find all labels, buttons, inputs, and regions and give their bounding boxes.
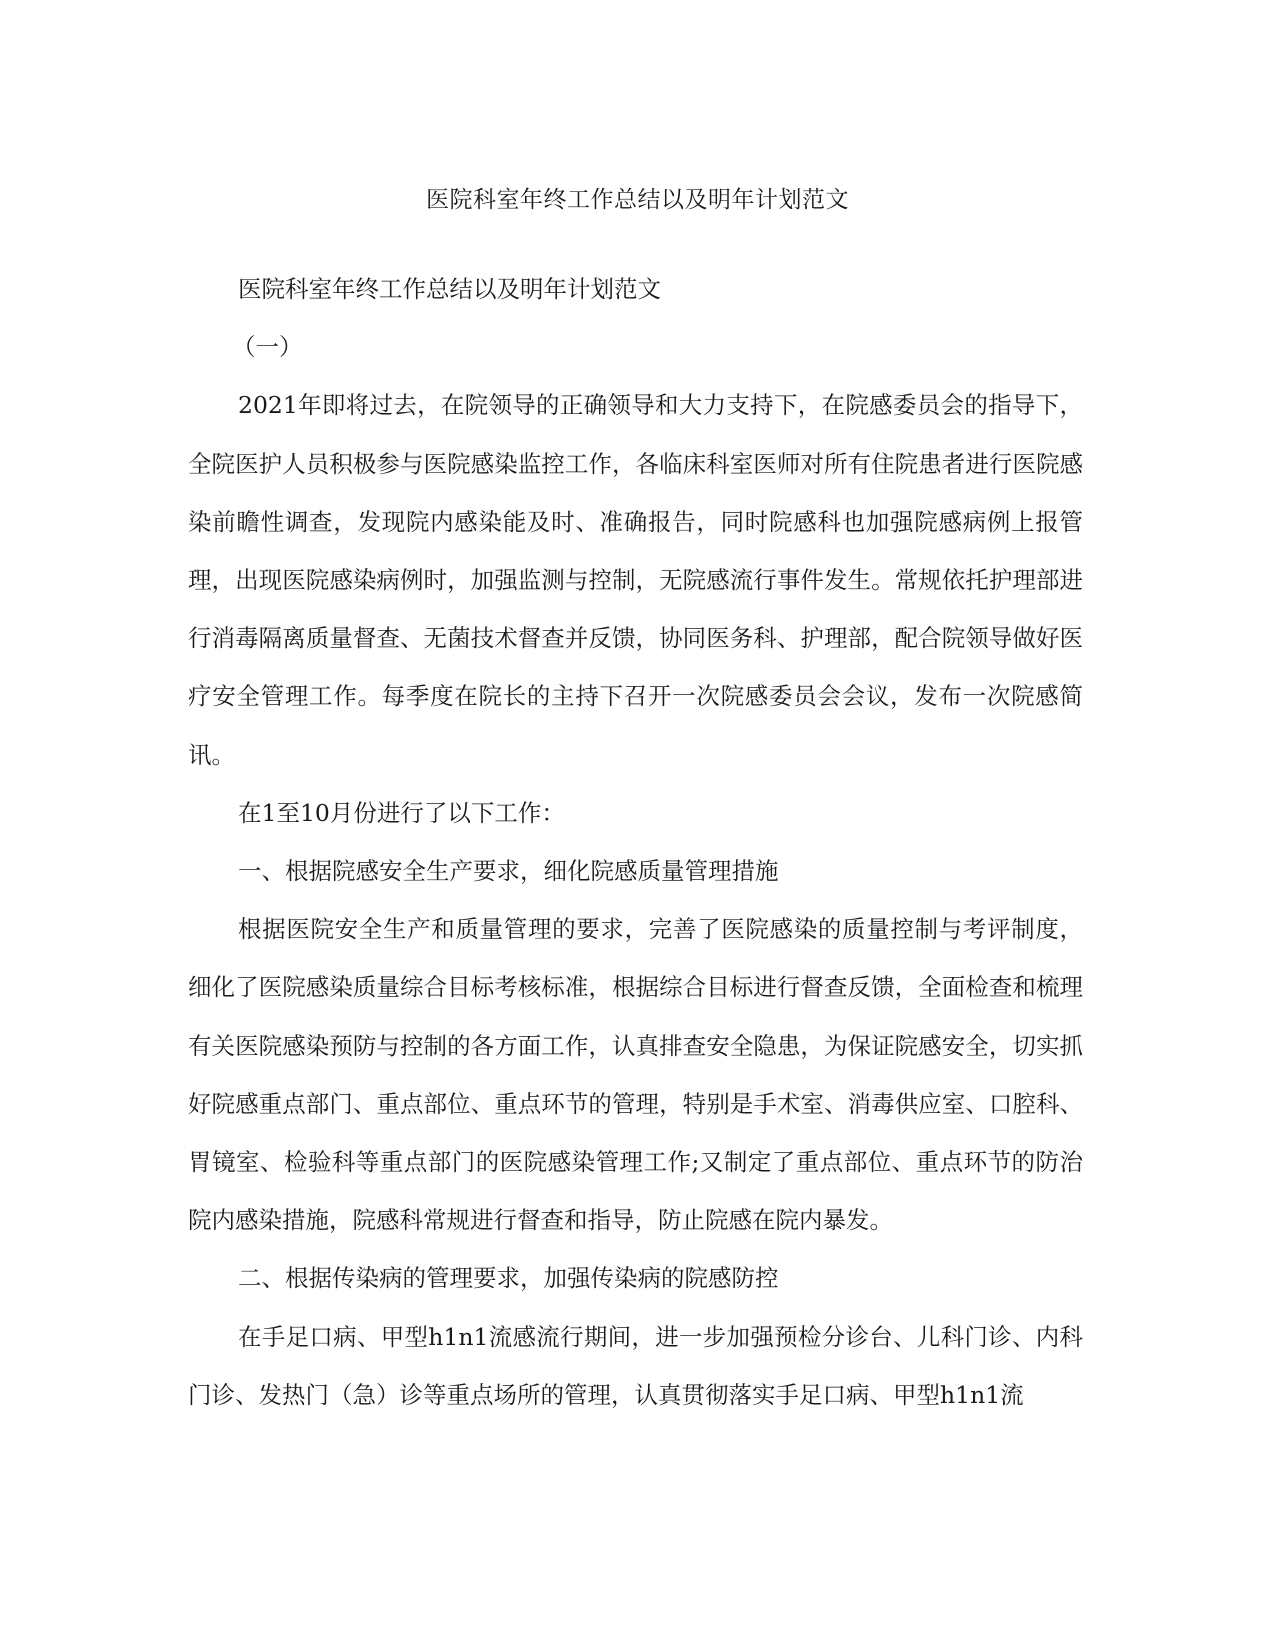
section-heading-2: 二、根据传染病的管理要求，加强传染病的院感防控 (238, 1264, 779, 1293)
document-title: 医院科室年终工作总结以及明年计划范文 (426, 187, 849, 213)
intro-paragraph: 2021年即将过去，在院领导的正确领导和大力支持下，在院感委员会的指导下，全院医护人员积极参与医院感染监控工作，各临床科室医师对所有住院患者进行医院感染前瞻性调查，发现院内感染能及时、准确报告，同时院感科也加强院感病例上报管理，出现医院感染病例时，加强监测与控制，无院感流行事件发生。常规依托护理部进行消毒隔离质量督查、无菌技术督查并反馈，协同医务科、护理部，配合院领导做好医疗安全管理工作。每季度在院长的主持下召开一次院感委员会会议，发布一次院感简讯。 (188, 391, 1083, 769)
subtitle-paragraph: 医院科室年终工作总结以及明年计划范文 (238, 275, 661, 303)
work-list-intro-paragraph: 在1至10月份进行了以下工作： (238, 798, 565, 827)
section-heading-1: 一、根据院感安全生产要求，细化院感质量管理措施 (238, 857, 779, 886)
document-body (188, 260, 1083, 1424)
section-number-paragraph: （一） (232, 333, 303, 362)
section-2-paragraph: 在手足口病、甲型h1n1流感流行期间，进一步加强预检分诊台、儿科门诊、内科门诊、发热门（急）诊等重点场所的管理，认真贯彻落实手足口病、甲型h1n1流 (188, 1322, 1083, 1409)
section-1-paragraph: 根据医院安全生产和质量管理的要求，完善了医院感染的质量控制与考评制度，细化了医院感染质量综合目标考核标准，根据综合目标进行督查反馈，全面检查和梳理有关医院感染预防与控制的各方面工作，认真排查安全隐患，为保证院感安全，切实抓好院感重点部门、重点部位、重点环节的管理，特别是手术室、消毒供应室、口腔科、胃镜室、检验科等重点部门的医院感染管理工作;又制定了重点部位、重点环节的防治院内感染措施，院感科常规进行督查和指导，防止院感在院内暴发。 (188, 915, 1083, 1235)
